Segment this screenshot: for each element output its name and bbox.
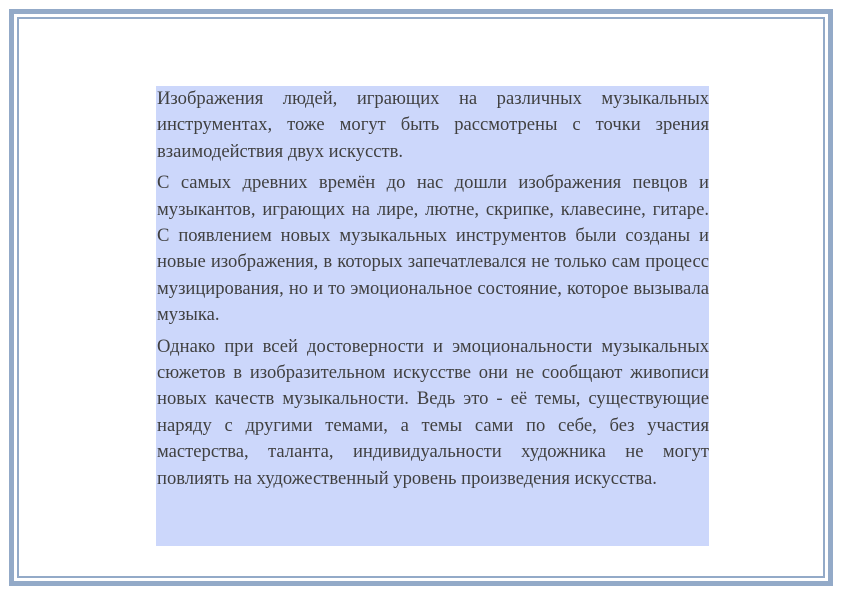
paragraph-2: С самых древних времён до нас дошли изображения певцов и музыкантов, играющих на лире, лютне, скрипке, клавесине, гитаре. С появлением новых музыкальных инструментов были созданы и новые изображения, в которых запечатлевался не только сам процесс музицирования, но и то эмоциональное состояние, которое вызывала музыка. <box>157 172 709 326</box>
paragraph-3: Однако при всей достоверности и эмоциональности музыкальных сюжетов в изобразительном искусстве они не сообщают живописи новых качеств музыкальности. Ведь это - её темы, существующие наряду с другими темами, а темы сами по себе, без участия мастерства, таланта, индивидуальности художника не могут повлиять на художественный уровень произведения искусства. <box>157 335 709 489</box>
text-box <box>156 86 709 546</box>
paragraph-1: Изображения людей, играющих на различных музыкальных инструментах, тоже могут быть рассмотрены с точки зрения взаимодействия двух искусств. <box>157 88 709 162</box>
